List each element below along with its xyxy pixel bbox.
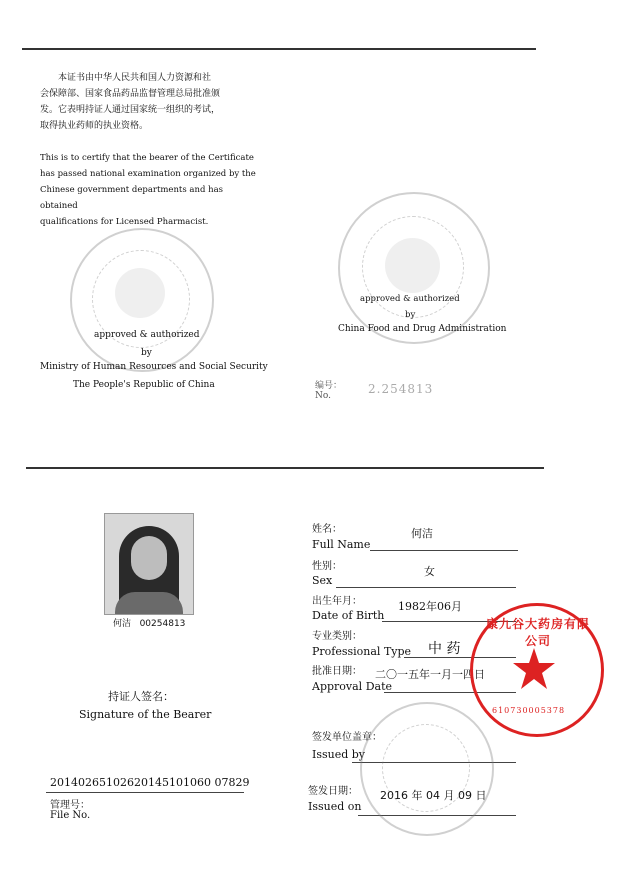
intro-en-line: has passed national examination organized by the bbox=[40, 169, 256, 179]
issued-label-cn: 签发日期： bbox=[308, 786, 358, 797]
name-label-en: Full Name bbox=[312, 538, 371, 551]
intro-cn-line: 会保障部、国家食品药品监督管理总局批准颁 bbox=[40, 89, 221, 99]
photo-face bbox=[131, 536, 167, 580]
issued-value: 2016 年 04 月 09 日 bbox=[380, 789, 487, 802]
sex-label-en: Sex bbox=[312, 574, 333, 587]
bottom-separator bbox=[26, 467, 544, 469]
cfda-by: by bbox=[405, 310, 416, 320]
sex-underline bbox=[336, 587, 516, 588]
cfda-approved: approved & authorized bbox=[360, 294, 460, 304]
name-value: 何洁 bbox=[411, 527, 433, 540]
number-value: 2.254813 bbox=[368, 382, 434, 396]
intro-cn-line: 本证书由中华人民共和国人力资源和社 bbox=[58, 73, 212, 83]
photo-caption: 何洁 00254813 bbox=[113, 619, 186, 629]
bearer-photo bbox=[104, 513, 194, 615]
ministry-by: by bbox=[141, 348, 152, 358]
intro-en-line: This is to certify that the bearer of the Certificate bbox=[40, 153, 254, 163]
issued-label-en: Issued on bbox=[308, 800, 362, 813]
red-star-icon bbox=[512, 648, 556, 690]
ministry-name: Ministry of Human Resources and Social Security bbox=[40, 362, 268, 372]
number-label-cn: 编号： bbox=[315, 381, 343, 391]
intro-en-line: Chinese government departments and has obtained bbox=[40, 185, 223, 211]
type-label-cn: 专业类别： bbox=[312, 631, 362, 642]
bearer-signature-en: Signature of the Bearer bbox=[79, 708, 212, 721]
approval-label-en: Approval Date bbox=[312, 680, 393, 693]
intro-en-line: qualifications for Licensed Pharmacist. bbox=[40, 217, 209, 227]
intro-cn-line: 发。它表明持证人通过国家统一组织的考试， bbox=[40, 105, 221, 115]
sex-value: 女 bbox=[424, 565, 435, 578]
name-underline bbox=[370, 550, 518, 551]
issuer-seal-inner bbox=[382, 724, 470, 812]
top-separator bbox=[22, 48, 536, 50]
file-number-label-en: File No. bbox=[50, 810, 91, 821]
ministry-emblem-icon bbox=[115, 268, 165, 318]
issuer-label-en: Issued by bbox=[312, 748, 366, 761]
photo-clothes bbox=[115, 592, 183, 615]
file-number-value: 20140265102620145101060 07829 bbox=[50, 776, 250, 789]
cfda-name: China Food and Drug Administration bbox=[338, 324, 507, 334]
red-seal-text: 康九谷大药房有限公司 bbox=[486, 617, 591, 648]
intro-english bbox=[40, 150, 260, 230]
ministry-approved: approved & authorized bbox=[94, 330, 200, 340]
dob-label-cn: 出生年月： bbox=[312, 596, 362, 607]
red-seal-number: 610730005378 bbox=[492, 706, 566, 715]
bearer-signature-cn: 持证人签名： bbox=[108, 690, 174, 703]
sex-label-cn: 性别： bbox=[312, 561, 342, 572]
number-label-en: No. bbox=[315, 391, 331, 401]
approval-value: 二〇一五年一月一四日 bbox=[375, 668, 485, 681]
type-label-en: Professional Type bbox=[312, 645, 412, 658]
dob-value: 1982年06月 bbox=[398, 600, 462, 613]
name-label-cn: 姓名： bbox=[312, 524, 342, 535]
ministry-country: The People's Republic of China bbox=[73, 380, 215, 390]
dob-label-en: Date of Birth bbox=[312, 609, 385, 622]
file-number-underline bbox=[46, 792, 244, 793]
file-number-label-cn: 管理号： bbox=[50, 800, 90, 811]
cfda-emblem-icon bbox=[385, 238, 440, 293]
issuer-label-cn: 签发单位盖章： bbox=[312, 732, 382, 743]
intro-cn-line: 取得执业药师的执业资格。 bbox=[40, 121, 149, 131]
type-value: 中 药 bbox=[428, 641, 461, 657]
approval-label-cn: 批准日期： bbox=[312, 666, 362, 677]
intro-chinese bbox=[40, 70, 255, 134]
